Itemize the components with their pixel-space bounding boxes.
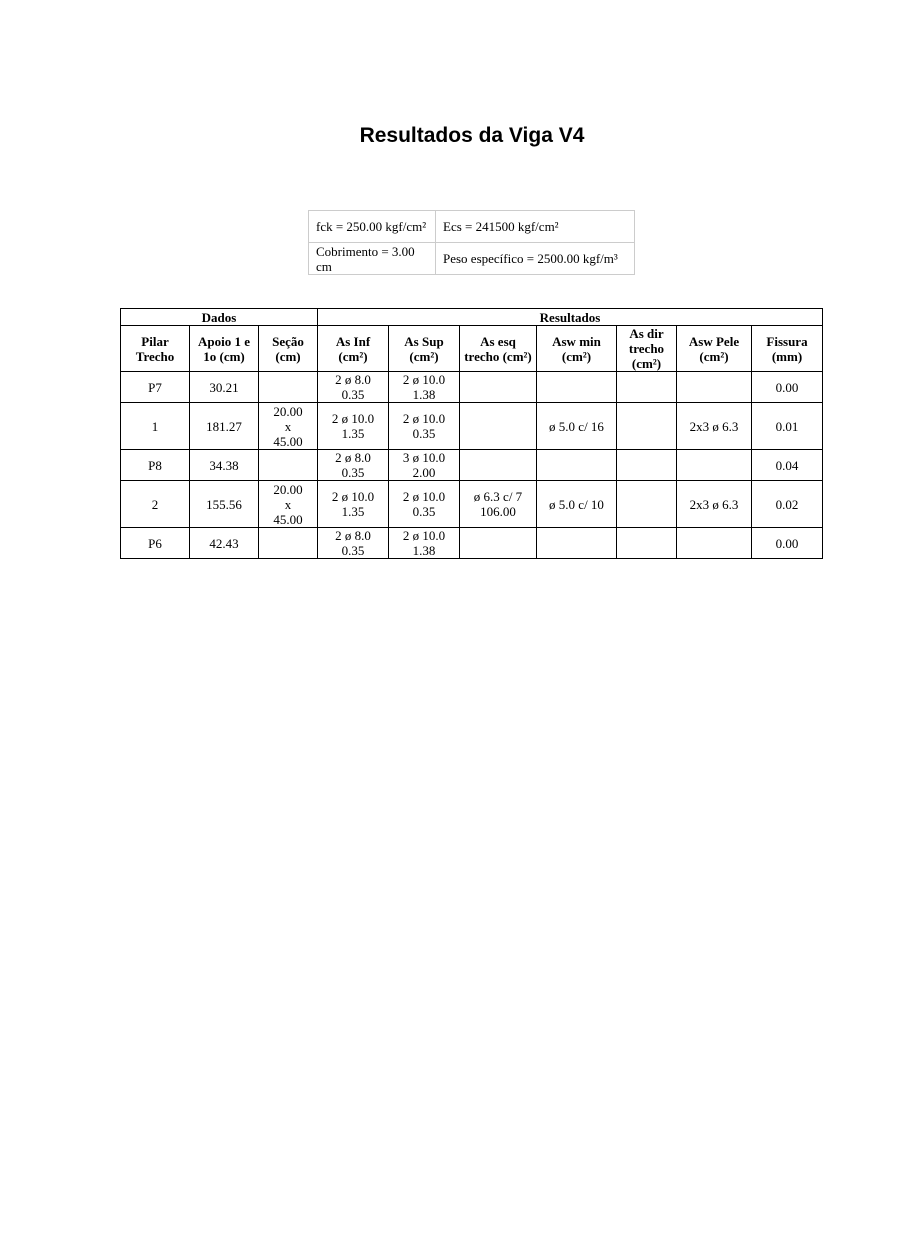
cell-fissura xyxy=(752,450,823,481)
cell-asw-min-text: ø 5.0 c/ 16 xyxy=(549,418,604,434)
cell-asw-min xyxy=(537,528,617,559)
column-header-secao: Seção (cm) xyxy=(259,326,318,372)
cell-as-dir xyxy=(617,528,677,559)
cell-asw-pele-text: 2x3 ø 6.3 xyxy=(689,418,739,434)
column-header-as-inf: As Inf (cm²) xyxy=(318,326,389,372)
cell-as-esq-text: 106.00 xyxy=(480,504,516,519)
cell-fissura-text: 0.02 xyxy=(775,496,799,512)
page-title: Resultados da Viga V4 xyxy=(359,124,585,147)
cell-as-inf-text: 1.35 xyxy=(341,426,365,441)
cell-as-inf-text: 0.35 xyxy=(341,387,365,402)
cell-as-inf xyxy=(318,372,389,403)
cell-pilar xyxy=(121,403,190,450)
cell-as-dir xyxy=(617,481,677,528)
cell-as-sup-text: 3 ø 10.0 xyxy=(402,450,446,465)
cell-as-sup xyxy=(389,450,460,481)
column-header-asw-pele: Asw Pele (cm²) xyxy=(677,326,752,372)
cell-as-inf xyxy=(318,528,389,559)
cell-asw-pele xyxy=(677,481,752,528)
cell-as-esq xyxy=(460,403,537,450)
cell-secao-text: 45.00 xyxy=(273,433,303,449)
cell-asw-min xyxy=(537,403,617,450)
cell-as-inf-text: 2 ø 10.0 xyxy=(331,489,375,504)
cell-fissura-text: 0.01 xyxy=(775,418,799,434)
cell-as-esq xyxy=(460,481,537,528)
cell-fissura-text: 0.00 xyxy=(775,535,799,551)
cell-as-inf-text: 2 ø 8.0 xyxy=(335,528,371,543)
cell-as-sup xyxy=(389,403,460,450)
cell-as-inf xyxy=(318,403,389,450)
cell-as-inf-text: 2 ø 8.0 xyxy=(335,450,371,465)
column-header-asw-min: Asw min (cm²) xyxy=(537,326,617,372)
cell-as-sup-text: 1.38 xyxy=(412,387,436,402)
cell-as-esq xyxy=(460,450,537,481)
parameters-table xyxy=(308,210,635,275)
cell-pilar xyxy=(121,528,190,559)
table-row xyxy=(121,403,823,450)
cell-as-esq xyxy=(460,528,537,559)
cell-asw-pele-text: 2x3 ø 6.3 xyxy=(689,496,739,512)
cell-secao-text: 45.00 xyxy=(273,511,303,527)
group-header-dados: Dados xyxy=(121,309,318,326)
cell-apoio-text: 155.56 xyxy=(206,496,242,512)
cell-secao xyxy=(259,403,318,450)
cell-as-sup-text: 0.35 xyxy=(412,426,436,441)
cell-secao xyxy=(259,481,318,528)
cell-apoio-text: 181.27 xyxy=(206,418,242,434)
table-row xyxy=(121,528,823,559)
cell-as-dir xyxy=(617,450,677,481)
cell-as-inf-text: 1.35 xyxy=(341,504,365,519)
group-header-resultados: Resultados xyxy=(318,309,823,326)
cell-fissura xyxy=(752,372,823,403)
column-header-row xyxy=(121,326,823,372)
cell-as-dir xyxy=(617,372,677,403)
cell-apoio-text: 42.43 xyxy=(209,535,239,551)
cell-fissura-text: 0.04 xyxy=(775,457,799,473)
column-header-as-dir: As dir trecho (cm²) xyxy=(617,326,677,372)
fck-value: fck = 250.00 kgf/cm² xyxy=(309,211,436,243)
cell-apoio xyxy=(190,481,259,528)
cell-asw-pele xyxy=(677,372,752,403)
cell-secao xyxy=(259,528,318,559)
cell-fissura xyxy=(752,481,823,528)
column-header-fissura: Fissura (mm) xyxy=(752,326,823,372)
cell-secao-text: x xyxy=(284,496,292,512)
parameters-row xyxy=(309,243,635,275)
cell-as-inf-text: 2 ø 10.0 xyxy=(331,411,375,426)
cell-asw-pele xyxy=(677,528,752,559)
cell-as-sup-text: 2 ø 10.0 xyxy=(402,411,446,426)
cell-pilar xyxy=(121,372,190,403)
cell-fissura-text: 0.00 xyxy=(775,379,799,395)
cell-as-inf-text: 0.35 xyxy=(341,543,365,558)
cell-fissura xyxy=(752,528,823,559)
ecs-value: Ecs = 241500 kgf/cm² xyxy=(436,211,635,243)
cell-as-esq xyxy=(460,372,537,403)
cell-as-sup-text: 2.00 xyxy=(412,465,436,480)
peso-especifico-value: Peso específico = 2500.00 kgf/m³ xyxy=(436,243,635,275)
cell-secao-text: x xyxy=(284,418,292,434)
cell-secao xyxy=(259,372,318,403)
cell-apoio-text: 30.21 xyxy=(209,379,239,395)
cell-as-sup xyxy=(389,372,460,403)
cell-as-inf xyxy=(318,450,389,481)
cell-as-sup-text: 2 ø 10.0 xyxy=(402,372,446,387)
cell-pilar xyxy=(121,481,190,528)
cell-asw-min-text: ø 5.0 c/ 10 xyxy=(549,496,604,512)
cobrimento-value: Cobrimento = 3.00 cm xyxy=(309,243,436,275)
cell-fissura xyxy=(752,403,823,450)
cell-apoio xyxy=(190,372,259,403)
table-row xyxy=(121,481,823,528)
table-row xyxy=(121,372,823,403)
cell-pilar xyxy=(121,450,190,481)
cell-apoio xyxy=(190,450,259,481)
cell-as-sup-text: 0.35 xyxy=(412,504,436,519)
column-header-apoio: Apoio 1 e 1o (cm) xyxy=(190,326,259,372)
cell-as-dir xyxy=(617,403,677,450)
results-table xyxy=(120,308,823,559)
column-header-as-esq: As esq trecho (cm²) xyxy=(460,326,537,372)
cell-pilar-text: 2 xyxy=(151,496,159,512)
cell-asw-min xyxy=(537,450,617,481)
cell-pilar-text: P6 xyxy=(148,535,162,551)
cell-as-sup xyxy=(389,528,460,559)
cell-asw-min xyxy=(537,372,617,403)
cell-as-sup xyxy=(389,481,460,528)
parameters-row xyxy=(309,211,635,243)
cell-apoio xyxy=(190,528,259,559)
cell-asw-pele xyxy=(677,450,752,481)
cell-as-inf-text: 0.35 xyxy=(341,465,365,480)
cell-as-esq-text: ø 6.3 c/ 7 xyxy=(473,489,523,504)
cell-asw-pele xyxy=(677,403,752,450)
cell-secao-text: 20.00 xyxy=(273,481,303,497)
cell-pilar-text: P8 xyxy=(148,457,162,473)
column-header-pilar: Pilar Trecho xyxy=(121,326,190,372)
cell-as-sup-text: 2 ø 10.0 xyxy=(402,528,446,543)
cell-apoio-text: 34.38 xyxy=(209,457,239,473)
results-body xyxy=(121,372,823,559)
column-header-as-sup: As Sup (cm²) xyxy=(389,326,460,372)
cell-secao-text: 20.00 xyxy=(273,403,303,419)
cell-as-sup-text: 2 ø 10.0 xyxy=(402,489,446,504)
cell-pilar-text: P7 xyxy=(148,379,162,395)
table-row xyxy=(121,450,823,481)
cell-apoio xyxy=(190,403,259,450)
cell-pilar-text: 1 xyxy=(151,418,159,434)
group-header-row xyxy=(121,309,823,326)
cell-asw-min xyxy=(537,481,617,528)
cell-as-inf-text: 2 ø 8.0 xyxy=(335,372,371,387)
cell-as-sup-text: 1.38 xyxy=(412,543,436,558)
cell-as-inf xyxy=(318,481,389,528)
cell-secao xyxy=(259,450,318,481)
